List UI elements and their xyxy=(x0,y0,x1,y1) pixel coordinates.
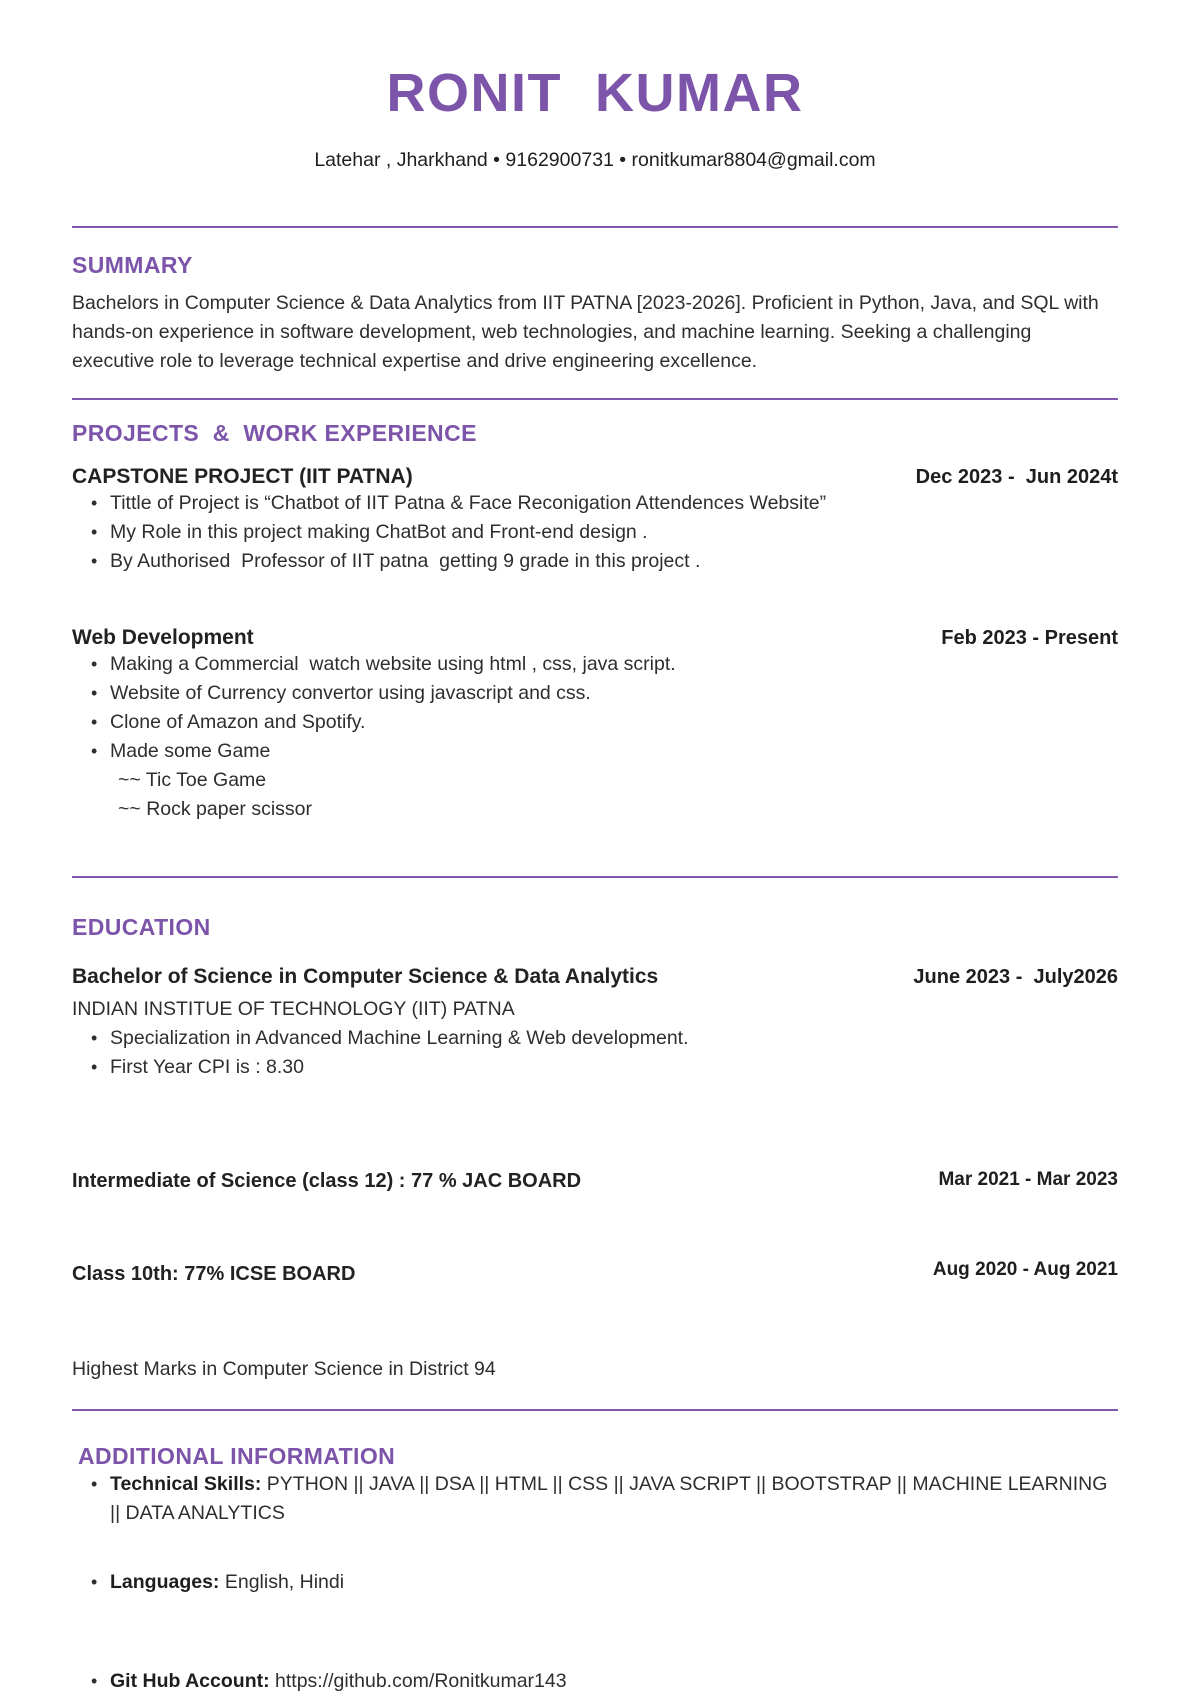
project-sub-bullet: ~~ Tic Toe Game xyxy=(118,769,267,792)
school-line-intermediate: Intermediate of Science (class 12) : 77 % JAC BOARD xyxy=(72,1170,582,1193)
school-achievement-note: Highest Marks in Computer Science in District 94 xyxy=(72,1358,496,1381)
school-dates-class10: Aug 2020 - Aug 2021 xyxy=(932,1259,1118,1281)
education-bullet: • First Year CPI is : 8.30 xyxy=(72,1053,1118,1082)
technical-skills-label: Technical Skills: xyxy=(110,1473,262,1496)
project-title: Web Development xyxy=(72,626,254,650)
project-bullet: • My Role in this project making ChatBot and Front-end design . xyxy=(72,518,1118,547)
education-school-block xyxy=(72,1104,1118,1352)
languages-item xyxy=(72,1568,1118,1597)
technical-skills-item xyxy=(72,1470,1118,1528)
person-name: RONIT KUMAR xyxy=(386,63,804,123)
education-bullet: • Specialization in Advanced Machine Learning & Web development. xyxy=(72,1024,1118,1053)
project-dates: Feb 2023 - Present xyxy=(941,627,1118,650)
institution-name: INDIAN INSTITUE OF TECHNOLOGY (IIT) PATNA xyxy=(72,998,515,1021)
project-sub-bullet: ~~ Rock paper scissor xyxy=(118,798,313,821)
school-dates-intermediate: Mar 2021 - Mar 2023 xyxy=(938,1169,1118,1191)
school-lines xyxy=(72,1104,581,1352)
school-dates xyxy=(933,1105,1118,1345)
contact-line: Latehar , Jharkhand • 9162900731 • ronitkumar8804@gmail.com xyxy=(314,149,876,172)
divider xyxy=(72,876,1118,878)
project-bullet: • By Authorised Professor of IIT patna getting 9 grade in this project . xyxy=(72,547,1118,576)
degree-title: Bachelor of Science in Computer Science & Data Analytics xyxy=(72,965,659,989)
project-bullet-list xyxy=(72,650,1118,824)
project-bullet: • Tittle of Project is “Chatbot of IIT Patna & Face Reconigation Attendences Website” xyxy=(72,489,1118,518)
languages-value: English, Hindi xyxy=(219,1571,345,1594)
divider xyxy=(72,226,1118,228)
education-bullet-list xyxy=(72,1024,1118,1082)
project-entry-header xyxy=(72,626,1118,650)
project-bullet-list xyxy=(72,489,1118,576)
divider xyxy=(72,1409,1118,1411)
section-heading-projects: PROJECTS & WORK EXPERIENCE xyxy=(72,420,477,447)
project-bullet: • Made some Game xyxy=(72,737,1118,766)
project-title: CAPSTONE PROJECT (IIT PATNA) xyxy=(72,465,413,489)
school-line-class10: Class 10th: 77% ICSE BOARD xyxy=(72,1263,356,1286)
github-item xyxy=(72,1667,1118,1696)
section-heading-summary: SUMMARY xyxy=(72,252,193,279)
project-entry-header xyxy=(72,465,1118,489)
project-bullet: • Website of Currency convertor using javascript and css. xyxy=(72,679,1118,708)
additional-info-list xyxy=(72,1470,1118,1696)
education-degree-header xyxy=(72,965,1118,989)
github-value: https://github.com/Ronitkumar143 xyxy=(269,1670,567,1693)
section-heading-education: EDUCATION xyxy=(72,914,211,941)
github-label: Git Hub Account: xyxy=(110,1670,270,1693)
summary-text: Bachelors in Computer Science & Data Analytics from IIT PATNA [2023-2026]. Proficient in Python, Java, and SQL with hands-on experience in software development, web technologies, and machine learning. Seeking a challenging executive role to leverage technical expertise and drive engineering excellence. xyxy=(72,292,1105,373)
divider xyxy=(72,398,1118,400)
degree-dates: June 2023 - July2026 xyxy=(913,966,1118,989)
languages-label: Languages: xyxy=(110,1571,220,1594)
section-heading-additional: ADDITIONAL INFORMATION xyxy=(78,1443,396,1470)
project-dates: Dec 2023 - Jun 2024t xyxy=(915,466,1118,489)
technical-skills-value: PYTHON || JAVA || DSA || HTML || CSS || JAVA SCRIPT || BOOTSTRAP || MACHINE LEARNING || DATA ANALYTICS xyxy=(110,1473,1113,1525)
project-bullet: • Making a Commercial watch website using html , css, java script. xyxy=(72,650,1118,679)
project-bullet: • Clone of Amazon and Spotify. xyxy=(72,708,1118,737)
